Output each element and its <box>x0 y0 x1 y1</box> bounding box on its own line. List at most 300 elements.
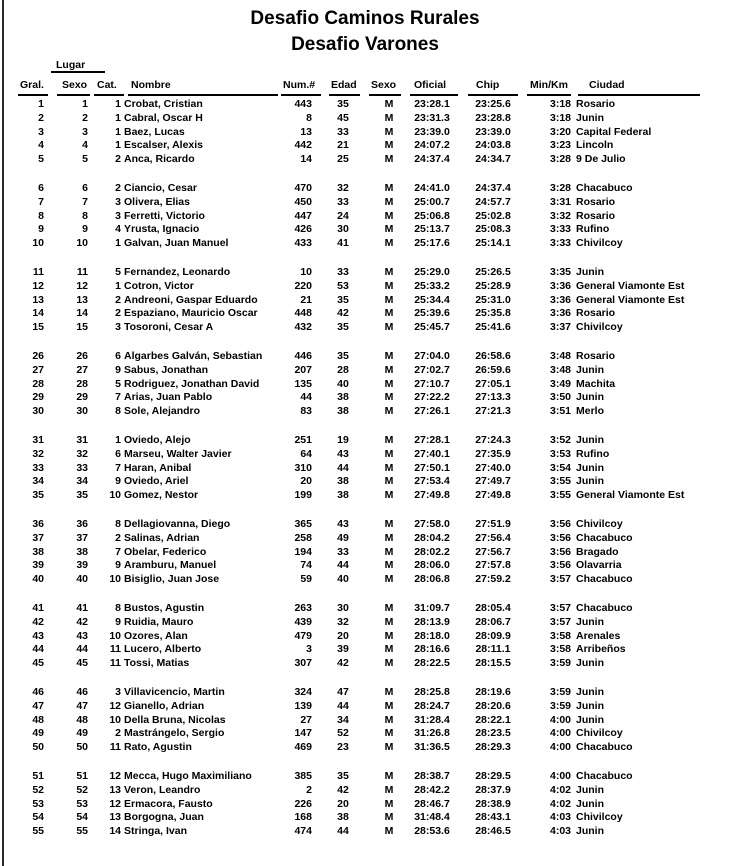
cell-sexo: M <box>384 350 394 362</box>
cell-ciudad: Junin <box>576 699 604 712</box>
cell-num: 83 <box>300 405 312 418</box>
cell-nombre: Tosoroni, Cesar A <box>124 321 214 334</box>
cell-min-km: 4:02 <box>549 797 571 810</box>
cell-oficial: 25:17.6 <box>414 237 450 250</box>
cell-gral: 47 <box>32 699 44 712</box>
cell-sexo: M <box>384 293 394 306</box>
table-row <box>0 138 730 152</box>
cell-nombre: Sole, Alejandro <box>124 405 201 418</box>
cell-num: 307 <box>294 657 312 670</box>
cell-chip: 23:39.0 <box>475 125 511 138</box>
cell-sexo-lugar: 39 <box>76 559 88 572</box>
cell-chip: 27:05.1 <box>475 377 511 390</box>
page-subtitle: Desafio Varones <box>291 34 439 55</box>
cell-chip: 27:51.9 <box>475 518 511 530</box>
cell-ciudad: General Viamonte Est <box>576 293 685 306</box>
cell-chip: 28:38.9 <box>475 797 511 810</box>
cell-gral: 42 <box>32 615 44 628</box>
cell-sexo-lugar: 44 <box>76 643 88 656</box>
cell-gral: 8 <box>38 209 44 222</box>
cell-num: 59 <box>300 573 312 586</box>
cell-sexo: M <box>384 98 394 110</box>
col-header-cat: Cat. <box>97 79 117 91</box>
cell-cat: 8 <box>115 518 121 530</box>
cell-oficial: 25:33.2 <box>414 279 450 292</box>
cell-chip: 25:35.8 <box>475 307 511 320</box>
cell-oficial: 28:13.9 <box>414 615 450 628</box>
cell-sexo-lugar: 40 <box>76 573 88 586</box>
cell-edad: 28 <box>337 363 349 376</box>
cell-sexo: M <box>384 405 394 418</box>
cell-chip: 25:08.3 <box>475 223 511 236</box>
cell-chip: 28:20.6 <box>475 699 511 712</box>
cell-edad: 43 <box>337 447 349 460</box>
cell-nombre: Rodriguez, Jonathan David <box>124 377 260 390</box>
underline-sexo-lugar <box>57 94 90 96</box>
cell-num: 470 <box>294 182 312 194</box>
cell-oficial: 28:06.0 <box>414 559 450 572</box>
cell-gral: 50 <box>32 741 44 754</box>
cell-nombre: Ferretti, Victorio <box>124 209 205 222</box>
cell-nombre: Salinas, Adrian <box>124 531 200 544</box>
table-row <box>0 404 730 418</box>
cell-sexo-lugar: 41 <box>76 602 88 614</box>
cell-cat: 1 <box>115 139 121 152</box>
cell-edad: 44 <box>337 699 349 712</box>
table-row <box>0 209 730 223</box>
cell-sexo: M <box>384 237 394 250</box>
cell-oficial: 28:22.5 <box>414 657 450 670</box>
cell-nombre: Obelar, Federico <box>124 545 207 558</box>
cell-ciudad: Junin <box>576 434 604 446</box>
cell-ciudad: Chivilcoy <box>576 811 623 824</box>
cell-ciudad: Junin <box>576 825 604 838</box>
cell-edad: 39 <box>337 643 349 656</box>
cell-gral: 52 <box>32 783 44 796</box>
cell-sexo: M <box>384 489 394 502</box>
cell-sexo-lugar: 42 <box>76 615 88 628</box>
table-row <box>0 545 730 559</box>
cell-gral: 51 <box>32 770 44 782</box>
cell-nombre: Lucero, Alberto <box>124 643 202 656</box>
cell-ciudad: Rosario <box>576 98 616 110</box>
cell-min-km: 4:00 <box>549 727 571 740</box>
cell-cat: 4 <box>115 223 121 236</box>
cell-cat: 2 <box>115 293 121 306</box>
cell-nombre: Baez, Lucas <box>124 125 185 138</box>
cell-oficial: 28:38.7 <box>414 770 450 782</box>
cell-num: 3 <box>306 643 312 656</box>
cell-num: 226 <box>294 797 312 810</box>
cell-min-km: 3:36 <box>549 293 571 306</box>
cell-sexo: M <box>384 391 394 404</box>
cell-nombre: Fernandez, Leonardo <box>124 266 231 278</box>
cell-sexo: M <box>384 307 394 320</box>
cell-min-km: 3:37 <box>549 321 571 334</box>
cell-gral: 10 <box>32 237 44 250</box>
cell-cat: 11 <box>109 643 121 656</box>
cell-edad: 33 <box>337 545 349 558</box>
cell-ciudad: Junin <box>576 475 604 488</box>
cell-edad: 44 <box>337 559 349 572</box>
cell-cat: 1 <box>115 125 121 138</box>
cell-nombre: Galvan, Juan Manuel <box>124 237 229 250</box>
table-row <box>0 783 730 797</box>
cell-sexo-lugar: 27 <box>76 363 88 376</box>
cell-edad: 38 <box>337 405 349 418</box>
cell-min-km: 4:02 <box>549 783 571 796</box>
cell-ciudad: Rosario <box>576 209 616 222</box>
cell-cat: 1 <box>115 237 121 250</box>
cell-min-km: 3:57 <box>549 615 571 628</box>
cell-nombre: Stringa, Ivan <box>124 825 188 838</box>
cell-sexo: M <box>384 797 394 810</box>
cell-min-km: 3:33 <box>549 223 571 236</box>
cell-sexo-lugar: 50 <box>76 741 88 754</box>
cell-sexo: M <box>384 153 394 166</box>
table-row <box>0 615 730 629</box>
cell-chip: 28:15.5 <box>475 657 511 670</box>
cell-chip: 28:09.9 <box>475 629 511 642</box>
table-row <box>0 97 730 111</box>
cell-gral: 43 <box>32 629 44 642</box>
cell-ciudad: Junin <box>576 797 604 810</box>
cell-ciudad: Chacabuco <box>576 602 633 614</box>
table-row <box>0 740 730 754</box>
cell-chip: 28:19.6 <box>475 686 511 698</box>
col-header-ciudad: Ciudad <box>589 79 625 91</box>
table-row <box>0 433 730 447</box>
cell-nombre: Villavicencio, Martin <box>124 686 225 698</box>
cell-chip: 27:56.4 <box>475 531 511 544</box>
underline-chip <box>468 94 518 96</box>
cell-sexo-lugar: 1 <box>82 98 88 110</box>
cell-chip: 28:43.1 <box>475 811 511 824</box>
cell-chip: 25:31.0 <box>475 293 511 306</box>
table-row <box>0 461 730 475</box>
cell-min-km: 3:57 <box>549 602 571 614</box>
cell-min-km: 3:35 <box>549 266 571 278</box>
cell-oficial: 24:41.0 <box>414 182 450 194</box>
cell-min-km: 4:00 <box>549 770 571 782</box>
table-row <box>0 810 730 824</box>
cell-nombre: Yrusta, Ignacio <box>124 223 200 236</box>
cell-ciudad: Junin <box>576 461 604 474</box>
cell-edad: 35 <box>337 98 349 110</box>
cell-nombre: Ozores, Alan <box>124 629 188 642</box>
cell-gral: 44 <box>32 643 44 656</box>
cell-sexo: M <box>384 182 394 194</box>
cell-min-km: 3:48 <box>549 350 571 362</box>
cell-gral: 41 <box>32 602 44 614</box>
cell-chip: 25:28.9 <box>475 279 511 292</box>
cell-sexo: M <box>384 139 394 152</box>
cell-edad: 42 <box>337 783 349 796</box>
cell-oficial: 27:02.7 <box>414 363 450 376</box>
cell-num: 13 <box>300 125 312 138</box>
cell-ciudad: Machita <box>576 377 616 390</box>
cell-gral: 46 <box>32 686 44 698</box>
cell-ciudad: Capital Federal <box>576 125 652 138</box>
cell-min-km: 3:59 <box>549 699 571 712</box>
cell-oficial: 25:39.6 <box>414 307 450 320</box>
cell-oficial: 27:40.1 <box>414 447 450 460</box>
cell-chip: 25:02.8 <box>475 209 511 222</box>
cell-sexo-lugar: 52 <box>76 783 88 796</box>
cell-num: 324 <box>294 686 312 698</box>
cell-min-km: 3:31 <box>549 195 571 208</box>
cell-ciudad: Lincoln <box>576 139 614 152</box>
table-row <box>0 769 730 783</box>
cell-edad: 35 <box>337 321 349 334</box>
cell-chip: 27:21.3 <box>475 405 511 418</box>
cell-num: 199 <box>294 489 312 502</box>
cell-num: 8 <box>306 111 312 124</box>
cell-edad: 34 <box>337 713 349 726</box>
cell-gral: 15 <box>32 321 44 334</box>
cell-min-km: 3:53 <box>549 447 571 460</box>
cell-oficial: 28:04.2 <box>414 531 450 544</box>
cell-cat: 13 <box>109 811 121 824</box>
cell-sexo: M <box>384 629 394 642</box>
cell-sexo-lugar: 3 <box>82 125 88 138</box>
cell-edad: 49 <box>337 531 349 544</box>
cell-oficial: 27:10.7 <box>414 377 450 390</box>
cell-min-km: 3:28 <box>549 182 571 194</box>
cell-chip: 28:11.1 <box>475 643 511 656</box>
cell-chip: 23:28.8 <box>475 111 511 124</box>
cell-oficial: 27:50.1 <box>414 461 450 474</box>
cell-edad: 42 <box>337 307 349 320</box>
cell-oficial: 25:29.0 <box>414 266 450 278</box>
cell-cat: 3 <box>115 209 121 222</box>
underline-oficial <box>410 94 458 96</box>
cell-min-km: 3:58 <box>549 629 571 642</box>
cell-ciudad: Chacabuco <box>576 573 633 586</box>
cell-num: 479 <box>294 629 312 642</box>
cell-ciudad: Rufino <box>576 223 610 236</box>
cell-cat: 2 <box>115 727 121 740</box>
cell-chip: 27:35.9 <box>475 447 511 460</box>
cell-num: 10 <box>300 266 312 278</box>
cell-nombre: Veron, Leandro <box>124 783 201 796</box>
table-row <box>0 629 730 643</box>
cell-sexo-lugar: 48 <box>76 713 88 726</box>
cell-nombre: Espaziano, Mauricio Oscar <box>124 307 258 320</box>
cell-cat: 9 <box>115 363 121 376</box>
cell-chip: 28:29.3 <box>475 741 511 754</box>
cell-gral: 48 <box>32 713 44 726</box>
cell-min-km: 3:52 <box>549 434 571 446</box>
cell-num: 135 <box>294 377 312 390</box>
table-row <box>0 222 730 236</box>
cell-oficial: 25:13.7 <box>414 223 450 236</box>
cell-gral: 12 <box>32 279 44 292</box>
cell-oficial: 27:49.8 <box>414 489 450 502</box>
cell-num: 447 <box>294 209 312 222</box>
cell-sexo: M <box>384 111 394 124</box>
col-header-num: Num.# <box>283 79 316 91</box>
cell-gral: 55 <box>32 825 44 838</box>
cell-min-km: 3:51 <box>549 405 571 418</box>
cell-sexo: M <box>384 602 394 614</box>
cell-sexo: M <box>384 531 394 544</box>
cell-chip: 25:41.6 <box>475 321 511 334</box>
cell-edad: 20 <box>337 797 349 810</box>
table-row <box>0 531 730 545</box>
cell-sexo: M <box>384 643 394 656</box>
cell-sexo-lugar: 15 <box>76 321 88 334</box>
cell-oficial: 28:06.8 <box>414 573 450 586</box>
cell-min-km: 3:58 <box>549 643 571 656</box>
cell-ciudad: Bragado <box>576 545 619 558</box>
table-row <box>0 685 730 699</box>
cell-edad: 25 <box>337 153 349 166</box>
cell-gral: 30 <box>32 405 44 418</box>
cell-sexo-lugar: 37 <box>76 531 88 544</box>
cell-oficial: 28:53.6 <box>414 825 450 838</box>
table-row <box>0 349 730 363</box>
cell-edad: 35 <box>337 293 349 306</box>
cell-sexo-lugar: 34 <box>76 475 88 488</box>
cell-min-km: 3:59 <box>549 686 571 698</box>
cell-oficial: 23:31.3 <box>414 111 450 124</box>
cell-nombre: Cabral, Oscar H <box>124 111 203 124</box>
cell-edad: 40 <box>337 377 349 390</box>
cell-cat: 7 <box>115 545 121 558</box>
cell-min-km: 3:56 <box>549 531 571 544</box>
cell-ciudad: Arribeños <box>576 643 626 656</box>
cell-sexo-lugar: 47 <box>76 699 88 712</box>
cell-sexo-lugar: 10 <box>76 237 88 250</box>
cell-nombre: Rato, Agustin <box>124 741 192 754</box>
cell-chip: 24:34.7 <box>475 153 511 166</box>
cell-sexo-lugar: 9 <box>82 223 88 236</box>
cell-edad: 38 <box>337 475 349 488</box>
cell-oficial: 31:36.5 <box>414 741 450 754</box>
cell-ciudad: Junin <box>576 363 604 376</box>
cell-gral: 28 <box>32 377 44 390</box>
cell-nombre: Tossi, Matias <box>124 657 190 670</box>
cell-gral: 14 <box>32 307 44 320</box>
cell-edad: 44 <box>337 461 349 474</box>
table-row <box>0 713 730 727</box>
cell-cat: 11 <box>109 657 121 670</box>
cell-cat: 5 <box>115 266 121 278</box>
cell-oficial: 24:07.2 <box>414 139 450 152</box>
cell-sexo: M <box>384 686 394 698</box>
cell-num: 147 <box>294 727 312 740</box>
cell-gral: 1 <box>38 98 44 110</box>
cell-gral: 6 <box>38 182 44 194</box>
cell-nombre: Gianello, Adrian <box>124 699 205 712</box>
cell-min-km: 3:36 <box>549 307 571 320</box>
cell-sexo-lugar: 46 <box>76 686 88 698</box>
table-row <box>0 279 730 293</box>
cell-sexo-lugar: 35 <box>76 489 88 502</box>
cell-chip: 28:46.5 <box>475 825 511 838</box>
cell-min-km: 3:54 <box>549 461 571 474</box>
cell-sexo: M <box>384 713 394 726</box>
cell-min-km: 3:18 <box>549 111 571 124</box>
cell-num: 365 <box>294 518 312 530</box>
underline-num <box>281 94 321 96</box>
cell-num: 469 <box>294 741 312 754</box>
cell-edad: 53 <box>337 279 349 292</box>
cell-num: 2 <box>306 783 312 796</box>
cell-cat: 7 <box>115 461 121 474</box>
cell-oficial: 25:34.4 <box>414 293 450 306</box>
cell-nombre: Oviedo, Ariel <box>124 475 189 488</box>
cell-ciudad: Chacabuco <box>576 182 633 194</box>
cell-nombre: Algarbes Galván, Sebastian <box>124 350 263 362</box>
cell-oficial: 28:02.2 <box>414 545 450 558</box>
cell-edad: 24 <box>337 209 349 222</box>
cell-sexo: M <box>384 223 394 236</box>
cell-sexo-lugar: 28 <box>76 377 88 390</box>
underline-cat <box>94 94 124 96</box>
cell-sexo: M <box>384 825 394 838</box>
table-row <box>0 726 730 740</box>
cell-ciudad: Chivilcoy <box>576 727 623 740</box>
cell-edad: 23 <box>337 741 349 754</box>
cell-sexo: M <box>384 475 394 488</box>
cell-ciudad: Chacabuco <box>576 770 633 782</box>
cell-num: 432 <box>294 321 312 334</box>
table-row <box>0 152 730 166</box>
table-row <box>0 824 730 838</box>
table-row <box>0 377 730 391</box>
cell-nombre: Cotron, Victor <box>124 279 194 292</box>
cell-gral: 39 <box>32 559 44 572</box>
cell-cat: 8 <box>115 405 121 418</box>
cell-cat: 8 <box>115 602 121 614</box>
cell-cat: 1 <box>115 279 121 292</box>
table-row <box>0 265 730 279</box>
cell-ciudad: 9 De Julio <box>576 153 626 166</box>
cell-num: 426 <box>294 223 312 236</box>
cell-sexo: M <box>384 195 394 208</box>
cell-edad: 32 <box>337 615 349 628</box>
cell-gral: 54 <box>32 811 44 824</box>
cell-ciudad: Olavarria <box>576 559 622 572</box>
cell-edad: 40 <box>337 573 349 586</box>
col-header-sexo-lugar: Sexo <box>62 79 88 91</box>
cell-min-km: 3:49 <box>549 377 571 390</box>
cell-min-km: 3:55 <box>549 475 571 488</box>
cell-ciudad: Junin <box>576 391 604 404</box>
cell-num: 446 <box>294 350 312 362</box>
cell-cat: 10 <box>109 713 121 726</box>
cell-edad: 42 <box>337 657 349 670</box>
cell-gral: 11 <box>32 266 44 278</box>
cell-gral: 9 <box>38 223 44 236</box>
cell-gral: 38 <box>32 545 44 558</box>
cell-nombre: Arias, Juan Pablo <box>124 391 213 404</box>
cell-gral: 53 <box>32 797 44 810</box>
table-row <box>0 572 730 586</box>
cell-cat: 2 <box>115 182 121 194</box>
cell-ciudad: Junin <box>576 615 604 628</box>
cell-sexo-lugar: 31 <box>76 434 88 446</box>
col-header-edad: Edad <box>331 79 357 91</box>
cell-sexo: M <box>384 321 394 334</box>
cell-min-km: 3:57 <box>549 573 571 586</box>
cell-sexo: M <box>384 573 394 586</box>
cell-oficial: 28:25.8 <box>414 686 450 698</box>
cell-cat: 1 <box>115 98 121 110</box>
cell-ciudad: General Viamonte Est <box>576 279 685 292</box>
